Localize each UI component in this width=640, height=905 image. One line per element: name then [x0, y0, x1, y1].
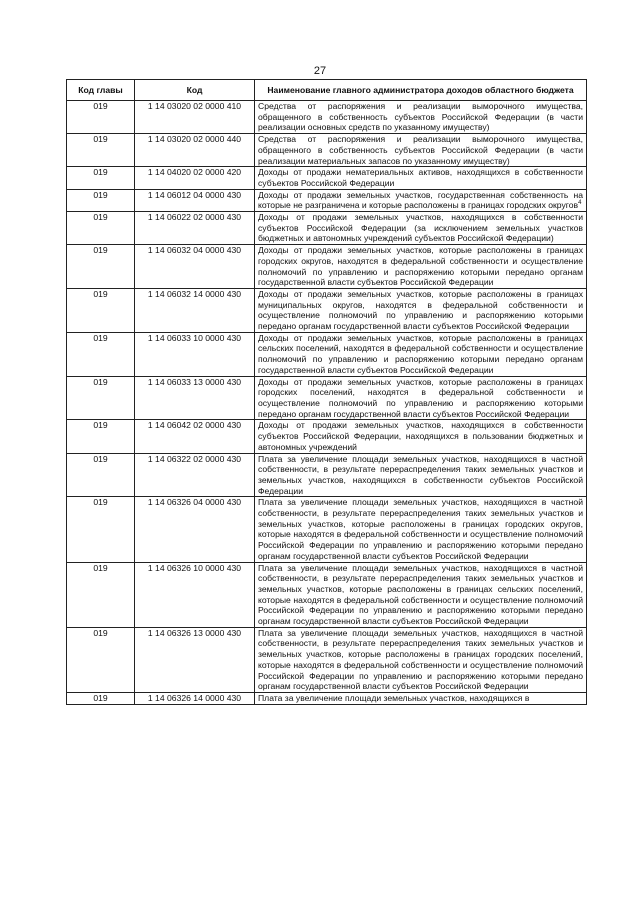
chapter-code-cell: 019: [67, 288, 135, 332]
revenue-code-cell: 1 14 06326 14 0000 430: [135, 692, 255, 704]
table-row: [67, 134, 587, 167]
revenue-name-cell: [255, 376, 587, 420]
revenue-name-cell: [255, 189, 587, 211]
revenue-name-text: Доходы от продажи земельных участков, находящихся в собственности субъектов Российской Федерации, находящихся в пользовании бюджетных и автономных учреждений: [258, 420, 583, 452]
revenue-name-text: Средства от распоряжения и реализации выморочного имущества, обращенного в собственность субъектов Российской Федерации (в части реализации материальных запасов по указанному имуществу): [258, 134, 583, 166]
revenue-name-cell: [255, 101, 587, 134]
chapter-code-cell: 019: [67, 627, 135, 692]
revenue-code-cell: 1 14 06326 13 0000 430: [135, 627, 255, 692]
revenue-name-text: Плата за увеличение площади земельных участков, находящихся в частной собственности, в результате перераспределения таких земельных участков и земельных участков, которые расположены в границах сельских поселений, которые находятся в федеральной собственности и осуществление полномочий Российской Федерации по управлению и распоряжению которыми передано органам государственной власти субъектов Российской Федерации: [258, 562, 583, 627]
revenue-code-cell: 1 14 06326 04 0000 430: [135, 497, 255, 562]
revenue-code-cell: 1 14 06326 10 0000 430: [135, 562, 255, 627]
revenue-name-text: Доходы от продажи земельных участков, которые расположены в границах сельских поселений, находятся в федеральной собственности и осуществление полномочий по управлению и распоряжению которыми передано органам государственной власти субъектов Российской Федерации: [258, 332, 583, 375]
page-number: 27: [313, 65, 327, 77]
revenue-name-cell: [255, 134, 587, 167]
revenue-name-text: Плата за увеличение площади земельных участков, находящихся в частной собственности, в результате перераспределения таких земельных участков и земельных участков, которые расположены в границах городских округов, которые находятся в федеральной собственности и осуществление полномочий Российской Федерации по управлению и распоряжению которыми передано органам государственной власти субъектов Российской Федерации: [258, 497, 583, 561]
table-row: [67, 376, 587, 420]
revenue-name-cell: [255, 562, 587, 627]
revenue-name-text: Доходы от продажи земельных участков, государственная собственность на которые не разграничена и которые расположены в границах городских округов: [258, 189, 583, 211]
revenue-code-cell: 1 14 06322 02 0000 430: [135, 453, 255, 497]
revenue-code-cell: 1 14 06032 14 0000 430: [135, 288, 255, 332]
table-row: [67, 189, 587, 211]
revenue-name-cell: [255, 288, 587, 332]
chapter-code-cell: 019: [67, 420, 135, 453]
table-row: [67, 288, 587, 332]
table-row: [67, 562, 587, 627]
chapter-code-cell: 019: [67, 453, 135, 497]
revenue-name-cell: [255, 245, 587, 289]
revenue-code-cell: 1 14 03020 02 0000 440: [135, 134, 255, 167]
revenue-name-cell: [255, 497, 587, 562]
chapter-code-cell: 019: [67, 212, 135, 245]
table-row: [67, 245, 587, 289]
revenue-code-cell: 1 14 06033 10 0000 430: [135, 332, 255, 376]
revenue-code-cell: 1 14 04020 02 0000 420: [135, 167, 255, 189]
table-row: [67, 497, 587, 562]
revenue-table: [66, 79, 587, 705]
revenue-code-cell: 1 14 03020 02 0000 410: [135, 101, 255, 134]
header-chapter-code: Код главы: [67, 80, 135, 101]
chapter-code-cell: 019: [67, 376, 135, 420]
table-row: [67, 101, 587, 134]
table-header-row: [67, 80, 587, 101]
chapter-code-cell: 019: [67, 101, 135, 134]
table-row: [67, 332, 587, 376]
revenue-name-text: Доходы от продажи земельных участков, которые расположены в границах муниципальных округов, находятся в федеральной собственности и осуществление полномочий по управлению и распоряжению которыми передано органам государственной власти субъектов Российской Федерации: [258, 288, 583, 332]
revenue-name-cell: [255, 212, 587, 245]
chapter-code-cell: 019: [67, 562, 135, 627]
chapter-code-cell: 019: [67, 497, 135, 562]
revenue-code-cell: 1 14 06033 13 0000 430: [135, 376, 255, 420]
revenue-name-cell: [255, 332, 587, 376]
revenue-code-cell: 1 14 06022 02 0000 430: [135, 212, 255, 245]
revenue-name-cell: [255, 420, 587, 453]
revenue-name-text: Плата за увеличение площади земельных участков, находящихся в частной собственности, в результате перераспределения таких земельных участков и земельных участков, находящихся в собственности субъектов Российской Федерации: [258, 453, 583, 496]
revenue-code-cell: 1 14 06042 02 0000 430: [135, 420, 255, 453]
revenue-name-text: Доходы от продажи земельных участков, находящихся в собственности субъектов Российской Федерации (за исключением земельных участков бюджетных и автономных учреждений субъектов Российской Федерации): [258, 212, 583, 244]
revenue-name-text: Плата за увеличение площади земельных участков, находящихся в частной собственности, в результате перераспределения таких земельных участков и земельных участков, которые расположены в границах городских поселений, которые находятся в федеральной собственности и осуществление полномочий Российской Федерации по управлению и распоряжению которыми передано органам государственной власти субъектов Российской Федерации: [258, 627, 583, 692]
revenue-name-text: Доходы от продажи земельных участков, которые расположены в границах городских поселений, находятся в федеральной собственности и осуществление полномочий по управлению и распоряжению которыми передано органам государственной власти субъектов Российской Федерации: [258, 376, 583, 419]
table-row: [67, 627, 587, 692]
footnote-marker: 4: [578, 200, 582, 207]
chapter-code-cell: 019: [67, 332, 135, 376]
revenue-name-text: Плата за увеличение площади земельных участков, находящихся в: [258, 692, 530, 703]
revenue-name-cell: [255, 453, 587, 497]
chapter-code-cell: 019: [67, 245, 135, 289]
revenue-code-cell: 1 14 06012 04 0000 430: [135, 189, 255, 211]
table-row: [67, 692, 587, 704]
revenue-code-cell: 1 14 06032 04 0000 430: [135, 245, 255, 289]
table-row: [67, 453, 587, 497]
header-name: Наименование главного администратора доходов областного бюджета: [255, 80, 587, 101]
revenue-name-cell: [255, 692, 587, 704]
chapter-code-cell: 019: [67, 134, 135, 167]
revenue-name-text: Доходы от продажи нематериальных активов, находящихся в собственности субъектов Российской Федерации: [258, 167, 583, 188]
revenue-name-text: Средства от распоряжения и реализации выморочного имущества, обращенного в собственность субъектов Российской Федерации (в части реализации основных средств по указанному имуществу): [258, 101, 583, 133]
header-code: Код: [135, 80, 255, 101]
revenue-name-cell: [255, 627, 587, 692]
chapter-code-cell: 019: [67, 189, 135, 211]
revenue-name-cell: [255, 167, 587, 189]
chapter-code-cell: 019: [67, 167, 135, 189]
table-row: [67, 420, 587, 453]
table-row: [67, 212, 587, 245]
revenue-name-text: Доходы от продажи земельных участков, которые расположены в границах городских округов, находятся в федеральной собственности и осуществление полномочий по управлению и распоряжению которыми передано органам государственной власти субъектов Российской Федерации: [258, 245, 583, 288]
table-row: [67, 167, 587, 189]
chapter-code-cell: 019: [67, 692, 135, 704]
